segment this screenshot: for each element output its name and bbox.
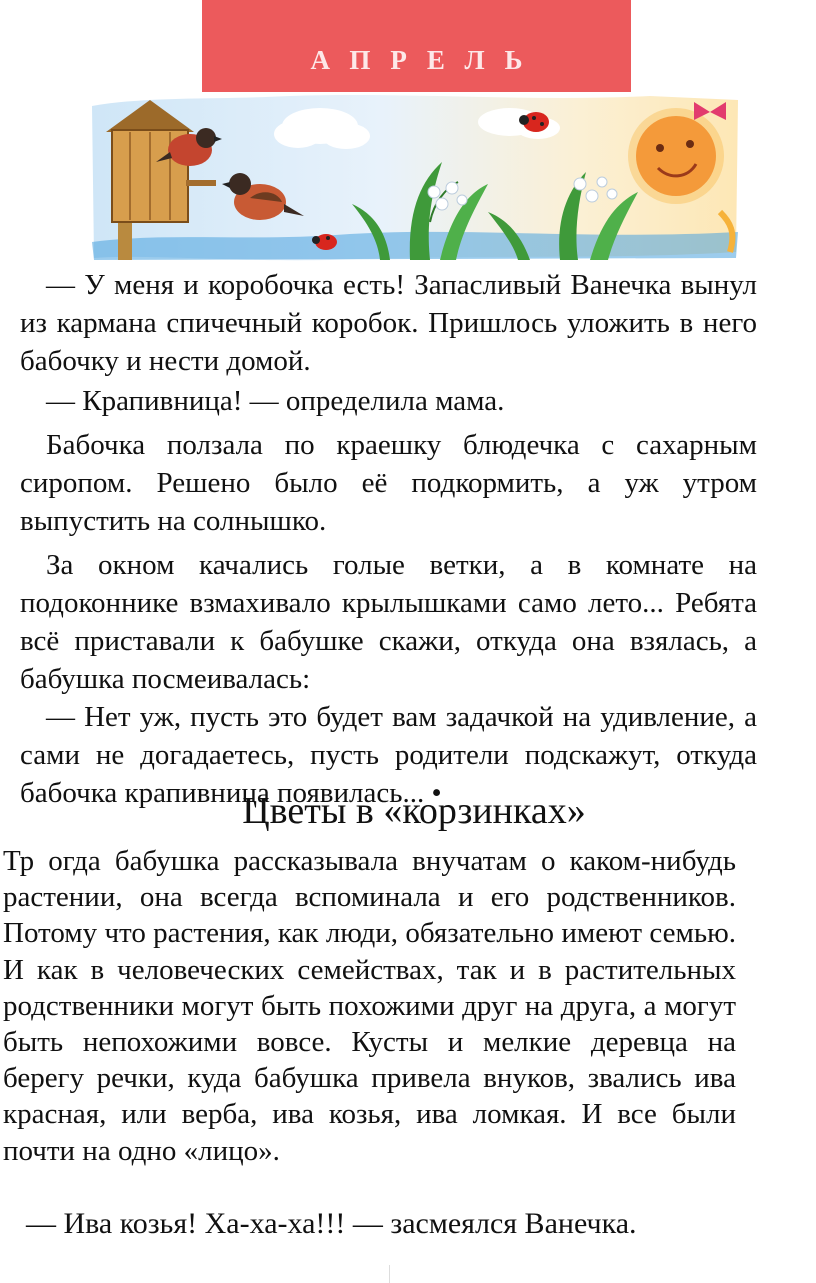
month-header [202,0,631,92]
paragraph: — Крапивница! — определила мама. [46,385,505,417]
section-title: Цветы в «корзинках» [242,790,586,832]
page-divider [389,1265,390,1283]
paragraph: Тр огда бабушка рассказывала внучатам о каком-нибудь растении, она всегда вспоминала и его родственников. Потому что растения, как люди, обязательно имеют семью. И как в человеческих семействах, так и в растительных родственники могут быть похожими друг на друга, а могут быть непохожими вовсе. Кусты и мелкие деревца на берегу речки, куда бабушка привела внуков, звались ива красная, или верба, ива козья, ива ломкая. И все были почти на одно «лицо». [3,845,736,1167]
month-label: АПРЕЛЬ [310,45,543,75]
spring-illustration [90,92,740,262]
paragraph: За окном качались голые ветки, а в комнате на подоконнике взмахивало крылышками само лето... Ребята всё приставали к бабушке скажи, откуда она взялась, а бабушка посмеивалась: [20,549,757,695]
story-text [20,266,757,812]
closing-line: — Ива козья! Ха-ха-ха!!! — засмеялся Ванечка. [26,1207,637,1240]
section-text [3,843,736,1169]
paragraph: Бабочка ползала по краешку блюдечка с сахарным сиропом. Решено было её подкормить, а уж утром выпустить на солнышко. [20,429,757,537]
paragraph: — У меня и коробочка есть! Запасливый Ванечка вынул из кармана спичечный коробок. Пришлось уложить в него бабочку и нести домой. [20,269,757,377]
paragraph: — Нет уж, пусть это будет вам задачкой на удивление, а сами не догадаетесь, пусть родители подскажут, откуда бабочка крапивница появилась... • [20,701,757,809]
